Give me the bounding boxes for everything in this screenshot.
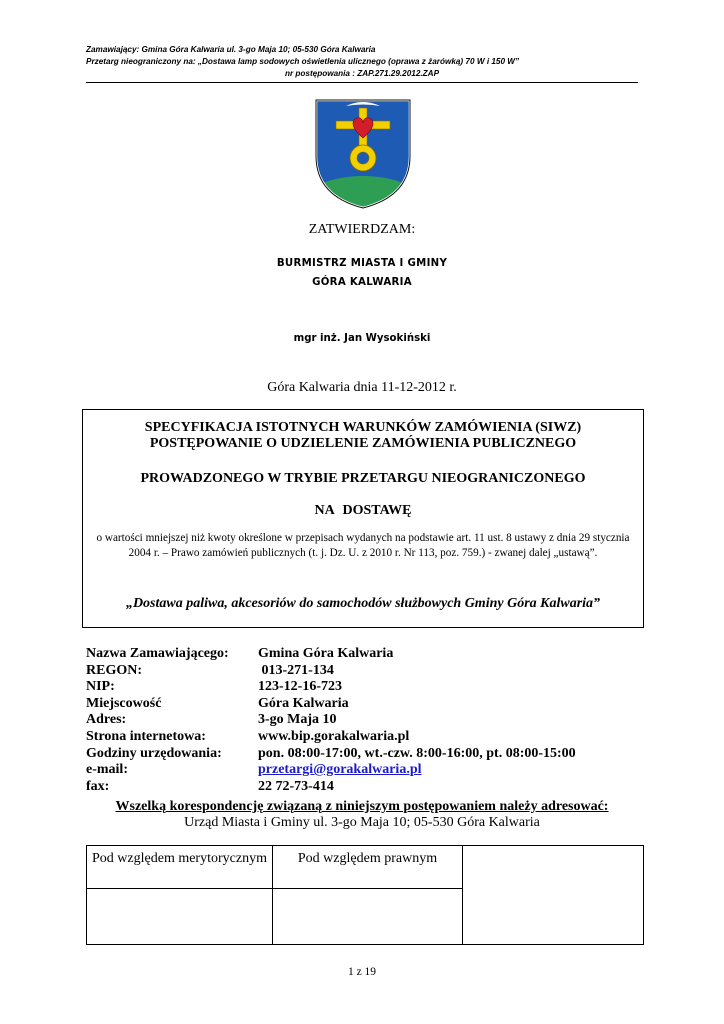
procurement-type: NA DOSTAWĘ — [314, 503, 412, 518]
info-label: REGON: — [86, 662, 142, 678]
info-row-regon — [86, 663, 576, 680]
correspondence-heading: Wszelką korespondencję związaną z niniejszym postępowaniem należy adresować: — [115, 799, 609, 814]
info-label: Godziny urzędowania: — [86, 745, 222, 761]
info-value: www.bip.gorakalwaria.pl — [258, 728, 410, 744]
info-label: NIP: — [86, 679, 115, 695]
info-row-address — [86, 712, 576, 729]
info-value: pon. 08:00-17:00, wt.-czw. 8:00-16:00, pt. 08:00-15:00 — [258, 745, 576, 761]
info-value: Gmina Góra Kalwaria — [258, 646, 394, 661]
official-title-line2: GÓRA KALWARIA — [312, 277, 412, 288]
legal-signature-cell — [273, 889, 463, 945]
info-value: 22 72-73-414 — [258, 778, 334, 794]
substantive-signature-cell — [87, 889, 273, 945]
specification-title-box — [82, 409, 644, 628]
procurement-subject: „Dostawa paliwa, akcesoriów do samochodów służbowych Gminy Góra Kalwaria” — [125, 596, 601, 611]
legal-basis-text: o wartości mniejszej niż kwoty określone w przepisach wydanych na podstawie art. 11 ust. 8 ustawy z dnia 29 stycznia 2004 r. – Prawo zamówień publicznych (t. j. Dz. U. z 2010 r. Nr 113, poz. 759.) - zwanej dalej „ustawą”. — [96, 532, 630, 559]
info-value: 123-12-16-723 — [258, 679, 342, 695]
info-row-city — [86, 696, 576, 713]
spec-title — [83, 420, 643, 452]
approval-date: Góra Kalwaria dnia 11-12-2012 r. — [267, 380, 457, 395]
page-number: 1 z 19 — [347, 966, 377, 978]
info-value: 013-271-134 — [258, 662, 334, 678]
info-value: Góra Kalwaria — [258, 695, 349, 711]
info-row-website — [86, 729, 576, 746]
document-header — [86, 44, 638, 80]
info-label: Adres: — [86, 712, 127, 728]
info-label: Miejscowość — [86, 695, 162, 711]
info-row-hours — [86, 746, 576, 763]
contracting-authority-info — [86, 646, 576, 795]
legal-review-cell: Pod względem prawnym — [273, 846, 463, 889]
spec-title-line2: POSTĘPOWANIE O UDZIELENIE ZAMÓWIENIA PUBLICZNEGO — [149, 436, 577, 451]
info-label: Strona internetowa: — [86, 728, 206, 744]
info-row-email — [86, 762, 576, 779]
spec-title-line1: SPECYFIKACJA ISTOTNYCH WARUNKÓW ZAMÓWIENIA (SIWZ) — [144, 420, 582, 435]
coat-of-arms-emblem — [308, 94, 418, 210]
approval-cell — [463, 846, 644, 945]
header-divider — [86, 82, 638, 83]
signer-name: mgr inż. Jan Wysokiński — [293, 333, 431, 344]
info-label: e-mail: — [86, 762, 128, 778]
substantive-review-cell: Pod względem merytorycznym — [87, 846, 273, 889]
info-label: Nazwa Zamawiającego: — [86, 646, 229, 661]
header-case-number: nr postępowania : ZAP.271.29.2012.ZAP — [284, 69, 440, 78]
procedure-mode: PROWADZONEGO W TRYBIE PRZETARGU NIEOGRANICZONEGO — [140, 471, 586, 486]
signature-table-header-row — [87, 846, 644, 889]
email-link[interactable]: przetargi@gorakalwaria.pl — [258, 762, 422, 778]
official-title-line1: BURMISTRZ MIASTA I GMINY — [276, 258, 448, 269]
info-label: fax: — [86, 778, 110, 794]
signature-table — [86, 845, 644, 945]
correspondence-address: Urząd Miasta i Gminy ul. 3-go Maja 10; 05-530 Góra Kalwaria — [184, 815, 540, 830]
info-row-name — [86, 646, 576, 663]
approval-label: ZATWIERDZAM: — [308, 222, 416, 237]
info-row-fax — [86, 779, 576, 796]
header-contracting-authority: Zamawiający: Gmina Góra Kalwaria ul. 3-go Maja 10; 05-530 Góra Kalwaria — [86, 45, 376, 54]
info-value: 3-go Maja 10 — [258, 712, 337, 728]
header-tender-subject: Przetarg nieograniczony na: „Dostawa lamp sodowych oświetlenia ulicznego (oprawa z żarówką) 70 W i 150 W” — [86, 57, 520, 66]
info-row-nip — [86, 679, 576, 696]
